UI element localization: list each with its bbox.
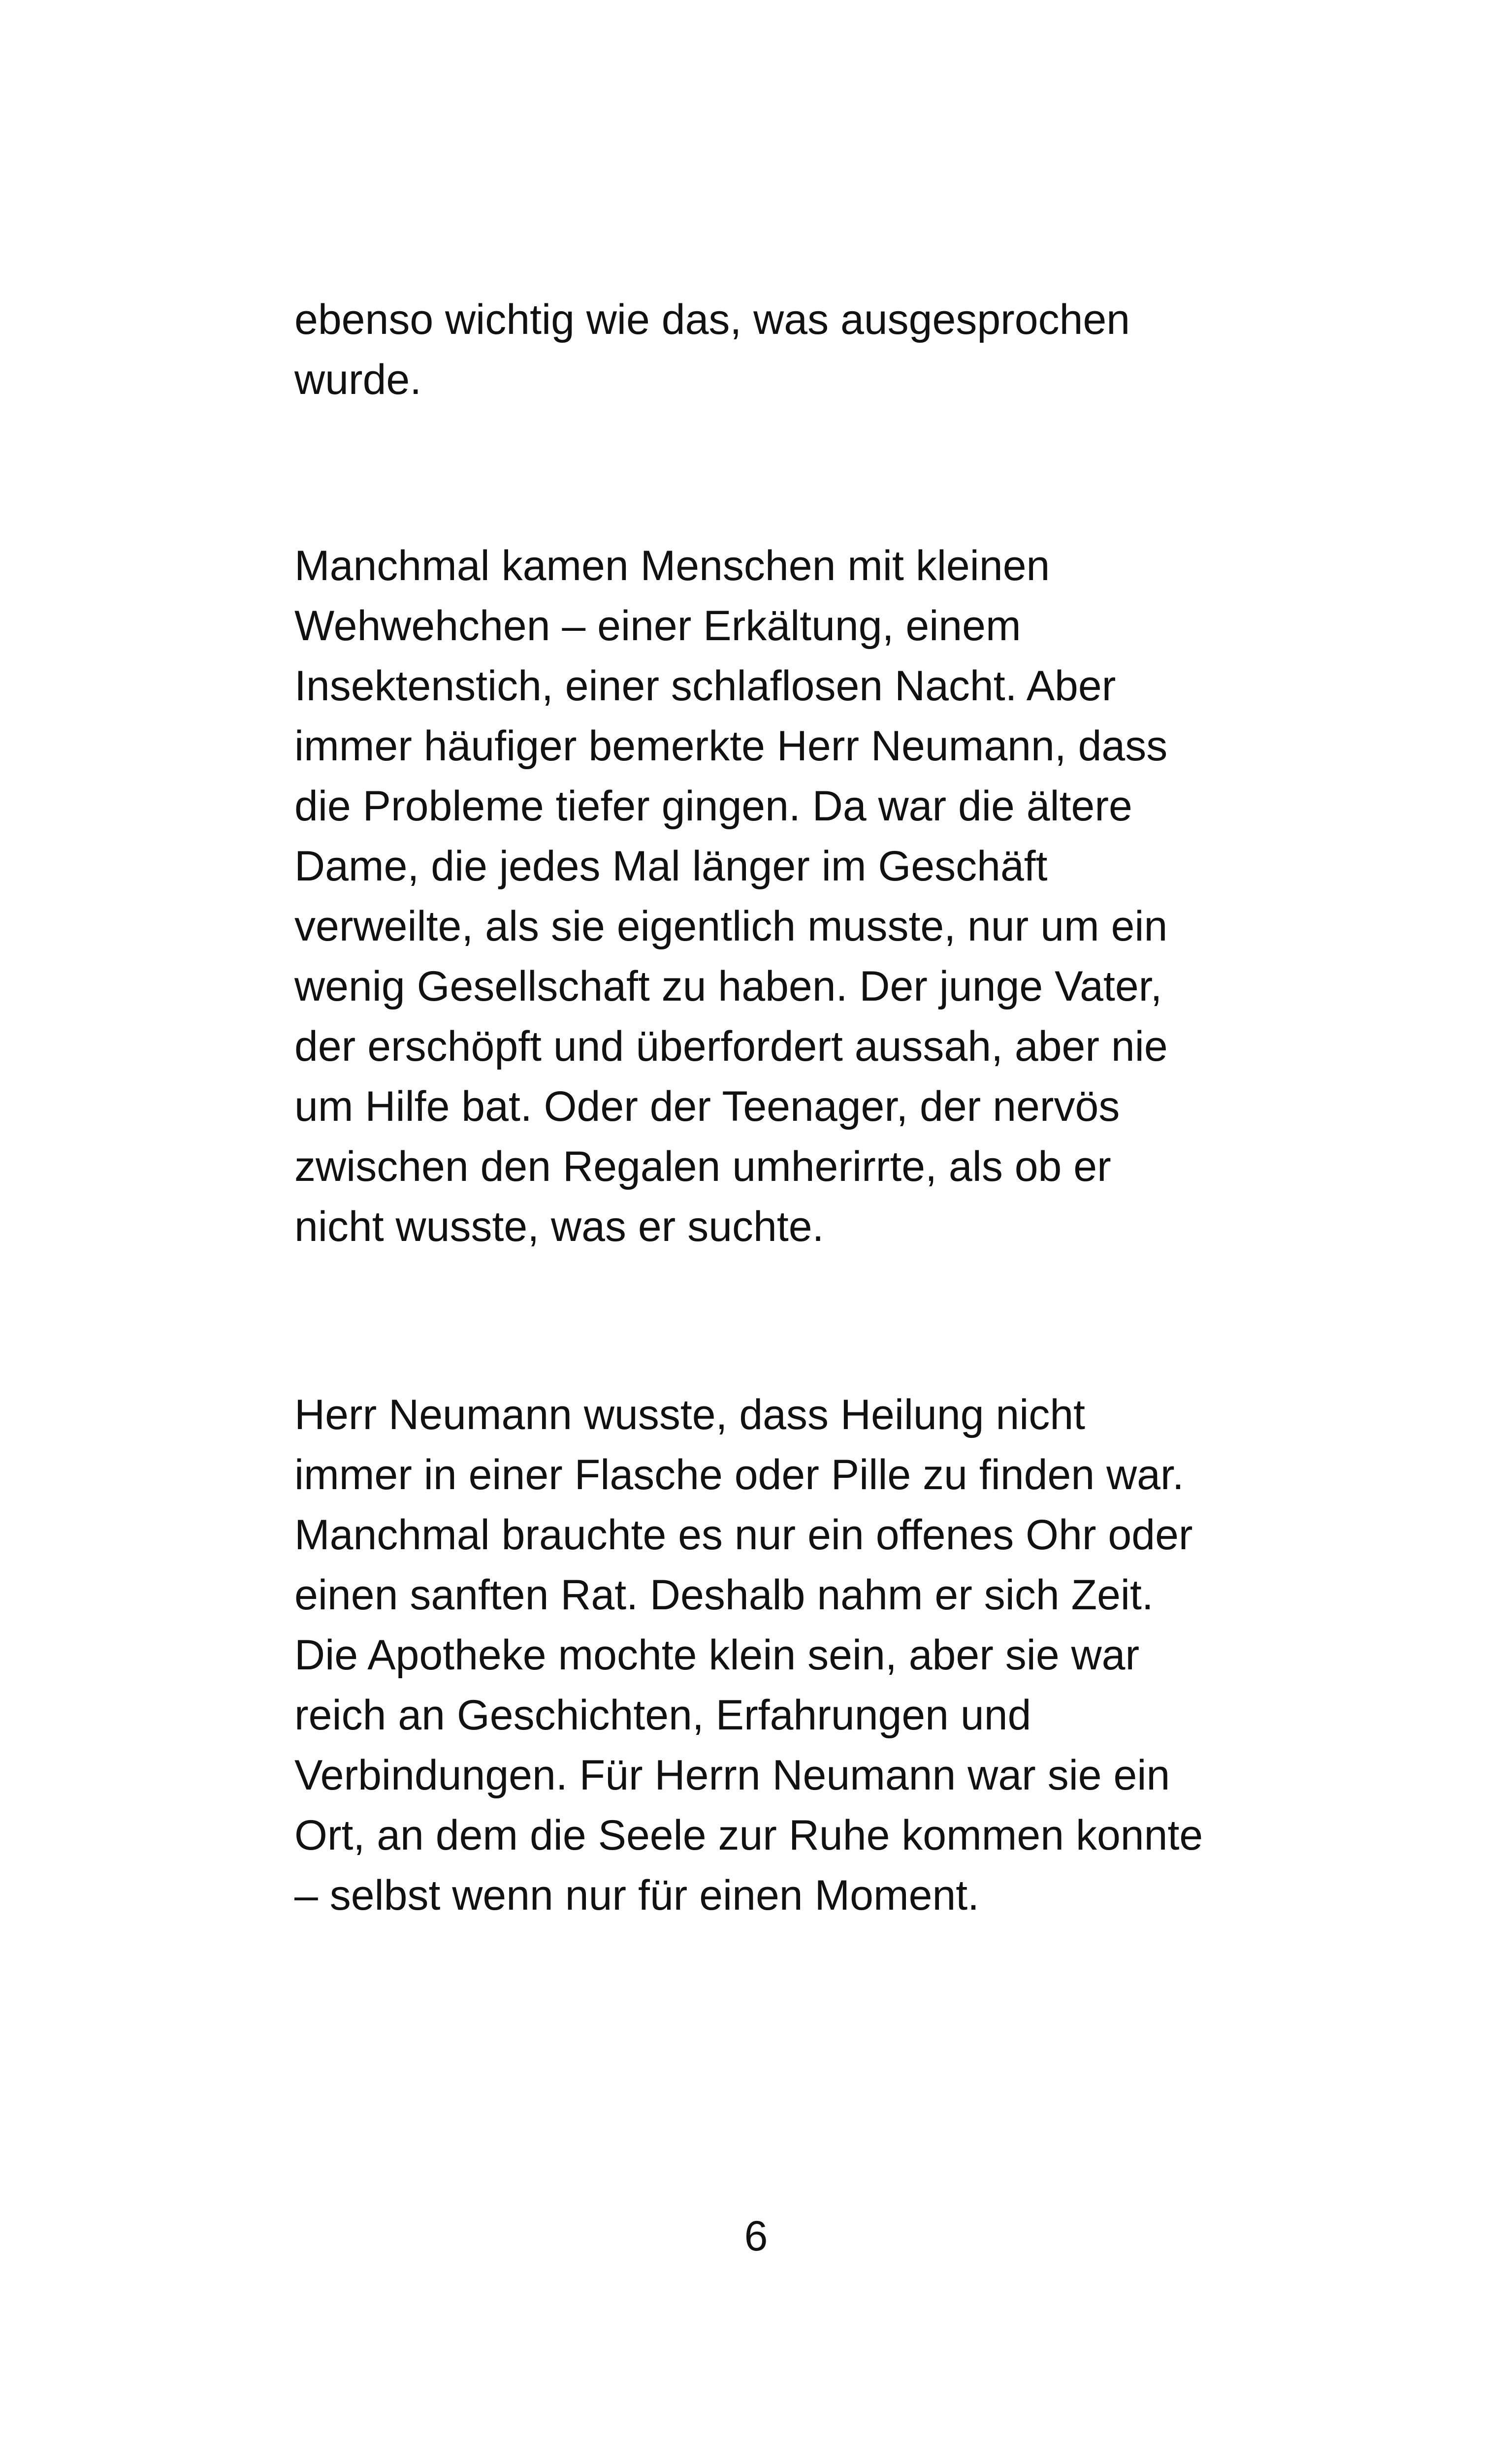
paragraph-1 [294, 290, 1259, 410]
paragraph-2 [294, 536, 1259, 1257]
paragraph-line: wenig Gesellschaft zu haben. Der junge Vater, [294, 963, 1162, 1010]
paragraph-line: – selbst wenn nur für einen Moment. [294, 1872, 980, 1919]
paragraph-line: reich an Geschichten, Erfahrungen und [294, 1692, 1031, 1739]
paragraph-line: um Hilfe bat. Oder der Teenager, der nervös [294, 1083, 1120, 1130]
paragraph-3 [294, 1385, 1259, 1925]
paragraph-line: Dame, die jedes Mal länger im Geschäft [294, 843, 1048, 890]
paragraph-line: der erschöpft und überfordert aussah, aber nie [294, 1023, 1168, 1070]
paragraph-line: immer häufiger bemerkte Herr Neumann, dass [294, 722, 1168, 770]
paragraph-line: nicht wusste, was er suchte. [294, 1203, 824, 1250]
paragraph-line: die Probleme tiefer gingen. Da war die ältere [294, 782, 1132, 830]
paragraph-line: Manchmal kamen Menschen mit kleinen [294, 542, 1050, 589]
paragraph-line: Die Apotheke mochte klein sein, aber sie war [294, 1631, 1140, 1679]
paragraph-line: einen sanften Rat. Deshalb nahm er sich Zeit. [294, 1571, 1154, 1619]
paragraph-line: Insektenstich, einer schlaflosen Nacht. Aber [294, 662, 1116, 710]
paragraph-line: ebenso wichtig wie das, was ausgesprochen [294, 296, 1130, 343]
page-number: 6 [744, 2213, 768, 2260]
paragraph-line: verweilte, als sie eigentlich musste, nur um ein [294, 903, 1168, 950]
paragraph-line: immer in einer Flasche oder Pille zu finden war. [294, 1451, 1184, 1498]
paragraph-line: Herr Neumann wusste, dass Heilung nicht [294, 1391, 1086, 1438]
paragraph-line: wurde. [294, 356, 422, 403]
paragraph-line: Verbindungen. Für Herrn Neumann war sie ein [294, 1752, 1170, 1799]
paragraph-line: Ort, an dem die Seele zur Ruhe kommen konnte [294, 1812, 1203, 1859]
paragraph-line: Wehwehchen – einer Erkältung, einem [294, 602, 1021, 650]
paragraph-line: zwischen den Regalen umherirrte, als ob er [294, 1143, 1111, 1190]
paragraph-line: Manchmal brauchte es nur ein offenes Ohr oder [294, 1511, 1193, 1559]
